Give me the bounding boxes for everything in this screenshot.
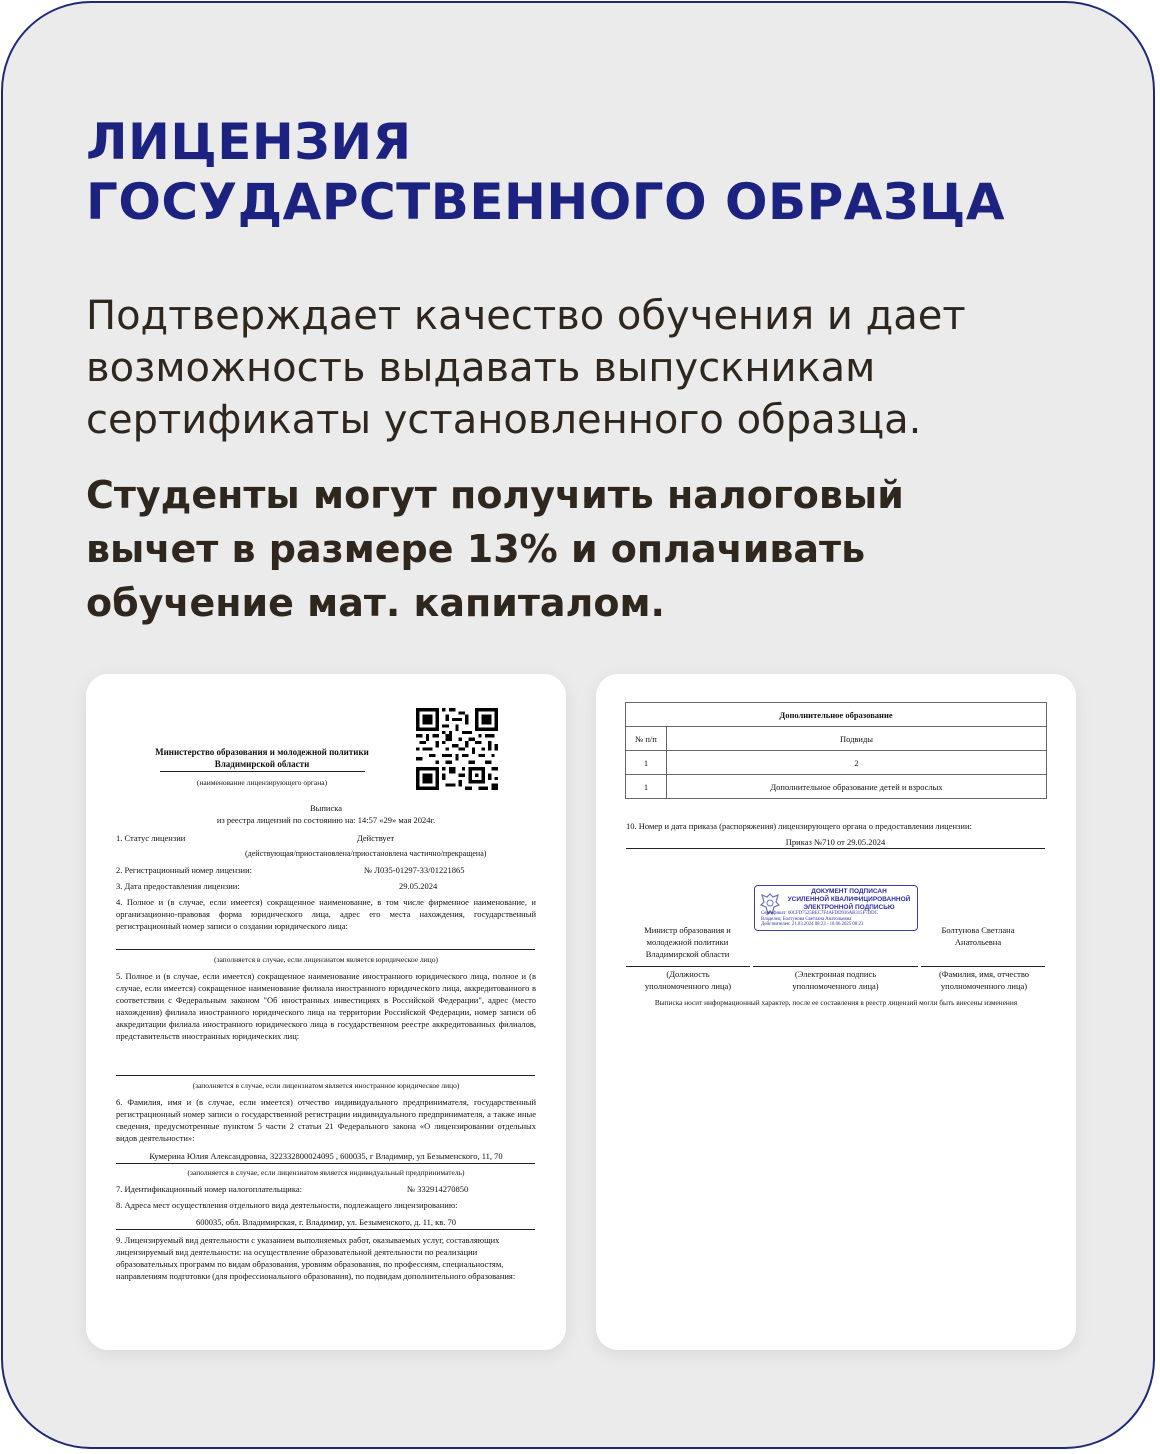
table-header-cell: № п/п (626, 727, 667, 751)
position-line: Владимирской области (645, 949, 730, 959)
stamp-line: УСИЛЕННОЙ КВАЛИФИЦИРОВАННОЙ (787, 896, 911, 903)
signer-position (626, 924, 749, 960)
table-cell: 1 (626, 775, 667, 799)
qr-code-icon (416, 708, 498, 790)
position-line: молодежной политики (646, 937, 729, 947)
reg-number-value: № Л035-01297-33/01221865 (364, 865, 465, 875)
reg-number-label: 2. Регистрационный номер лицензии: (116, 865, 253, 875)
underline (116, 1075, 535, 1076)
position-caption (626, 968, 750, 992)
highlight-line: Студенты могут получить налоговый (86, 473, 904, 517)
underline (160, 771, 365, 772)
stamp-owner: Владелец: Болтунова Светлана Анатольевна (761, 916, 852, 922)
field-6-caption: (заполняется в случае, если лицензиатом является индивидуальный предприниматель) (187, 1168, 465, 1177)
field-4-caption: (заполняется в случае, если лицензиатом является юридическое лицо) (213, 955, 438, 964)
caption-line: (Электронная подпись (794, 969, 877, 979)
license-document-page-2 (596, 674, 1076, 1350)
lead-line: возможность выдавать выпускникам (86, 345, 876, 391)
address-value: 600035, обл. Владимирская, г. Владимир, ул. Безыменского, д. 11, кв. 70 (195, 1217, 457, 1227)
field-6-text: 6. Фамилия, имя и (в случае, если имеется) отчество индивидуального предпринимателя, государственный регистрационный номер записи о государственной регистрации индивидуального предпринимателя, а также иные сведения, предусмотренные пунктом 5 части 2 статьи 21 Федерального закона «О лицензировании отдельных видов деятельности»: (116, 1097, 536, 1143)
table-title: Дополнительное образование (626, 703, 1047, 727)
order-label: 10. Номер и дата приказа (распоряжения) лицензирующего органа о предоставлении лицензии: (626, 821, 972, 831)
issue-date-label: 3. Дата предоставления лицензии: (116, 881, 240, 891)
address-label: 8. Адреса мест осуществления отдельного вида деятельности, подлежащего лицензированию: (116, 1200, 458, 1210)
inn-value: № 332914270850 (407, 1184, 469, 1194)
stamp-validity: Действителен: 21.03.2024 08:23 - 18.06.2025 08:23 (761, 922, 864, 927)
field-4-text: 4. Полное и (в случае, если имеется) сокращенное наименование, в том числе фирменное наименование, и организационно-правовая форма юридического лица, адрес его места нахождения, государственный регистрационный номер записи о создании юридического лица: (116, 897, 536, 931)
name-caption (921, 968, 1047, 992)
table-cell: Дополнительное образование детей и взрослых (667, 775, 1047, 799)
highlight-line: обучение мат. капиталом. (86, 581, 665, 625)
stamp-certificate: Сертификат: 00CFD7525BEC7F4AFDD936AB315F7DDC (761, 911, 878, 916)
highlight-line: вычет в размере 13% и оплачивать (86, 527, 866, 571)
lead-line: Подтверждает качество обучения и дает (86, 293, 966, 339)
underline (921, 966, 1045, 967)
license-status-caption: (действующая/приостановлена/приостановлена частично/прекращена) (245, 849, 487, 858)
field-5-text: 5. Полное и (в случае, если имеется) сокращенное наименование иностранного юридического лица, полное и (в случае, если имеется) сокращенное наименование филиала иностранного юридического лица, аккредитованного в соответствии с Федеральным законом "Об иностранных инвестициях в Российской Федерации", адрес (место нахождения) филиала иностранного юридического лица на территории Российской Федерации, номер записи об аккредитации филиала иностранного юридического лица в государственном реестре аккредитованных филиалов, представительств иностранных юридических лиц: (116, 971, 536, 1041)
highlight-paragraph (86, 468, 904, 630)
table-header-cell: Подвиды (667, 727, 1047, 751)
extract-title: Выписка (309, 803, 343, 813)
signature-caption (753, 968, 918, 992)
page-title (86, 112, 1005, 232)
entrepreneur-details: Кумерина Юлия Александровна, 322332800024095 , 600035, г Владимир, ул Безыменского, 11, 70 (149, 1151, 503, 1161)
caption-line: уполномоченного лица) (792, 981, 879, 991)
license-status-label: 1. Статус лицензии (116, 833, 186, 843)
caption-line: (Должность (666, 969, 710, 979)
field-5-caption: (заполняется в случае, если лицензиатом является иностранное юридическое лицо) (192, 1081, 460, 1090)
table-row (626, 775, 1047, 799)
order-value: Приказ №710 от 29.05.2024 (785, 837, 886, 847)
title-line: ГОСУДАРСТВЕННОГО ОБРАЗЦА (86, 173, 1006, 231)
name-line: Анатольевна (954, 937, 1002, 947)
underline (116, 1163, 535, 1164)
underline (116, 1229, 535, 1230)
table-cell: 2 (667, 751, 1047, 775)
underline (753, 966, 918, 967)
lead-paragraph (86, 290, 966, 446)
education-table (625, 702, 1047, 799)
lead-line: сертификаты установленного образца. (86, 397, 922, 443)
signer-name (914, 924, 1042, 948)
electronic-signature-stamp (754, 885, 918, 931)
caption-line: уполномоченного лица) (644, 981, 732, 991)
field-9-text: 9. Лицензируемый вид деятельности с указанием выполняемых работ, оказываемых услуг, составляющих лицензируемый вид деятельности: на осуществление образовательной деятельности по реализации образовательных программ по видам образования, уровням образования, по профессиям, специальностям, направлениям подготовки (для профессионального образования), по подвидам дополнительного образования: (116, 1235, 516, 1281)
authority-line: Министерство образования и молодежной политики (155, 747, 369, 757)
underline (626, 966, 750, 967)
caption-line: уполномоченного лица) (940, 981, 1028, 991)
license-status-value: Действует (357, 833, 395, 843)
authority-line: Владимирской области (214, 759, 310, 769)
table-row (626, 727, 1047, 751)
issue-date-value: 29.05.2024 (399, 881, 438, 891)
stamp-details (761, 911, 878, 928)
table-row (626, 703, 1047, 727)
position-line: Министр образования и (644, 925, 731, 935)
caption-line: (Фамилия, имя, отчество (938, 969, 1030, 979)
table-row (626, 751, 1047, 775)
underline (626, 848, 1045, 849)
table-cell: 1 (626, 751, 667, 775)
issuing-authority (116, 746, 408, 770)
stamp-line: ЭЛЕКТРОННОЙ ПОДПИСЬЮ (803, 904, 895, 911)
license-document-page-1 (86, 674, 566, 1350)
authority-caption: (наименование лицензирующего органа) (196, 778, 328, 787)
stamp-line: ДОКУМЕНТ ПОДПИСАН (811, 888, 887, 895)
extract-subtitle: из реестра лицензий по состоянию на: 14:57 «29» мая 2024г. (216, 815, 436, 825)
name-line: Болтунова Светлана (941, 925, 1015, 935)
title-line: ЛИЦЕНЗИЯ (86, 113, 412, 171)
stamp-heading (783, 888, 915, 912)
inn-label: 7. Идентификационный номер налогоплательщика: (116, 1184, 302, 1194)
underline (116, 949, 535, 950)
disclaimer-note: Выписка носит информационный характер, после ее составления в реестр лицензий могли быть внесены изменения (654, 998, 1018, 1007)
